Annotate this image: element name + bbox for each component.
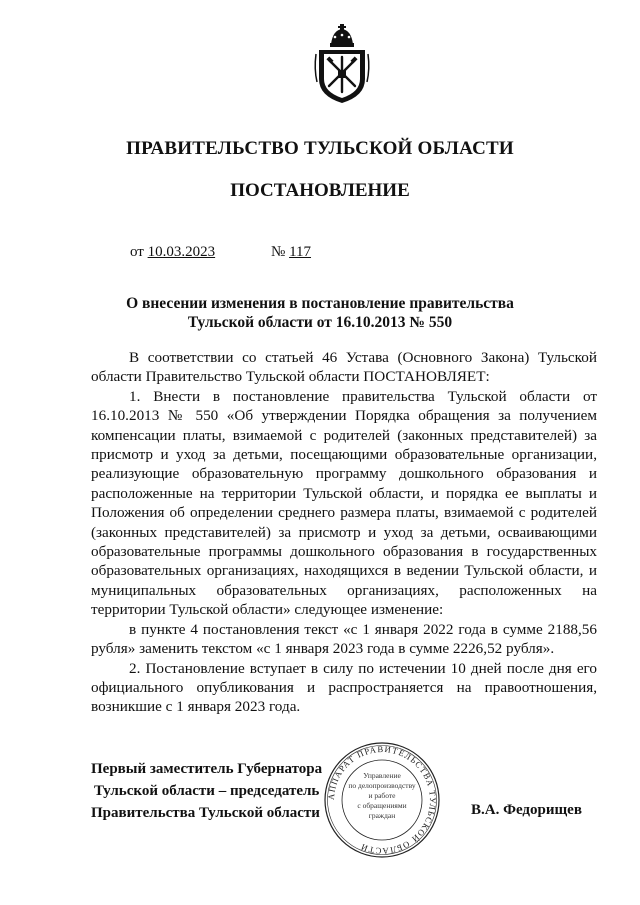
body-paragraph: В соответствии со статьей 46 Устава (Основного Закона) Тульской области Правительство Тульской области ПОСТАНОВЛЯЕТ:: [91, 349, 597, 386]
document-date: [130, 244, 215, 261]
subject-line: Тульской области от 16.10.2013 № 550: [187, 314, 453, 331]
signer-line: Первый заместитель Губернатора: [91, 761, 323, 777]
signer-name: В.А. Федорищев: [471, 802, 582, 818]
stamp-line: и работе: [368, 791, 396, 800]
number-value: 117: [289, 244, 312, 260]
stamp-line: граждан: [368, 811, 396, 820]
stamp-ring-text: АППАРАТ ПРАВИТЕЛЬСТВА ТУЛЬСКОЙ ОБЛАСТИ: [325, 743, 439, 857]
document-type: ПОСТАНОВЛЕНИЕ: [230, 180, 410, 201]
number-prefix: №: [271, 244, 286, 260]
body-paragraph: 1. Внести в постановление правительства Тульской области от 16.10.2013 № 550 «Об утверждении Порядка обращения за получением компенсации платы, взимаемой с родителей (законных представителей) за присмотр и уход за детьми, посещающими образовательные организации, реализующие образовательную программу дошкольного образования и расположенные на территории Тульской области, и порядка ее выплаты и Положения об определении среднего размера платы, взимаемой с родителей (законных представителей) за присмотр и уход за детьми, осваивающими образовательные программы дошкольного образования в государственных образовательных организациях, находящихся в ведении Тульской области, и муниципальных образовательных организациях, расположенных на территории Тульской области» следующее изменение:: [91, 387, 597, 619]
stamp-line: с обращениями: [357, 801, 407, 810]
government-title: ПРАВИТЕЛЬСТВО ТУЛЬСКОЙ ОБЛАСТИ: [126, 138, 514, 159]
signer-line: Правительства Тульской области: [91, 805, 320, 821]
signer-position: [91, 758, 322, 824]
body-paragraph: в пункте 4 постановления текст «с 1 января 2022 года в сумме 2188,56 рубля» заменить текстом «с 1 января 2023 года в сумме 2226,52 рубля».: [91, 620, 597, 658]
date-prefix: от: [130, 244, 144, 260]
stamp-line: по делопроизводству: [348, 781, 416, 790]
stamp-line: Управление: [363, 771, 401, 780]
stamp-center-text: [322, 771, 442, 821]
document-body: [91, 348, 597, 717]
body-paragraph: 2. Постановление вступает в силу по истечении 10 дней после дня его официального опубликования и распространяется на правоотношения, возникшие с 1 января 2023 года.: [91, 659, 597, 716]
tula-coat-of-arms-icon: [313, 24, 371, 104]
date-value: 10.03.2023: [147, 244, 216, 260]
signer-line: Тульской области – председатель: [94, 783, 320, 799]
document-number: [271, 244, 311, 261]
document-subject: [0, 294, 640, 332]
subject-line: О внесении изменения в постановление правительства: [126, 295, 514, 312]
